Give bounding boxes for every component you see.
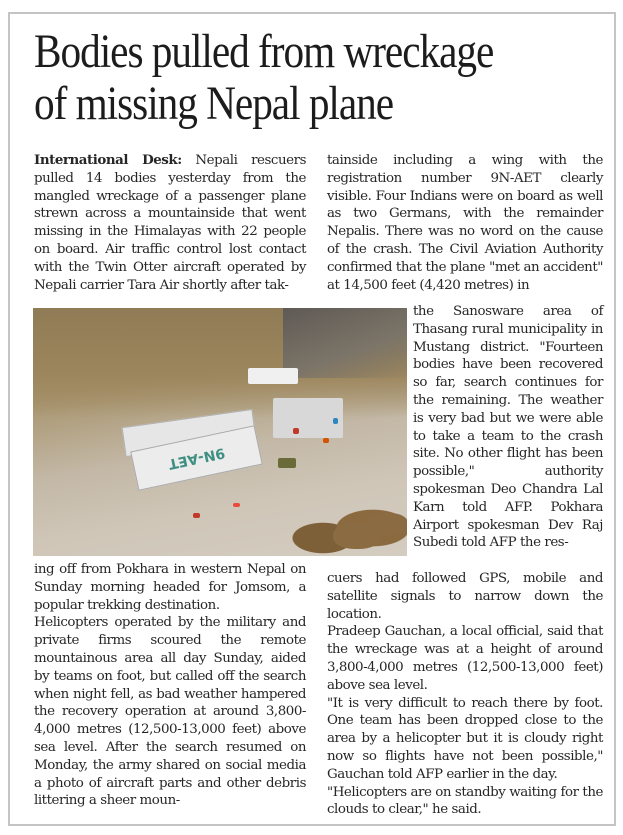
body-text: ing off from Pokhara in western Nepal on Sunday morning headed for Jomsom, a popular trekking destination. — [34, 562, 306, 613]
column-left-bottom — [34, 561, 306, 810]
photo-debris — [293, 428, 299, 434]
photo-debris — [278, 458, 296, 468]
body-text: "Helicopters are on standby waiting for the clouds to clear," he said. — [327, 784, 603, 818]
wreckage-photo — [33, 308, 407, 556]
column-left-top — [34, 152, 306, 294]
body-text: Pradeep Gauchan, a local official, said that the wreckage was at a height of around 3,800-4,000 metres (12,500-13,000 feet) above sea level. — [327, 624, 603, 693]
body-text: "It is very difficult to reach there by foot. One team has been dropped close to the area by a helicopter but it is cloudy right now so flights have not been possible," Gauchan told AFP earlier in the day. — [327, 695, 603, 782]
body-text: Nepali rescuers pulled 14 bodies yesterday from the mangled wreckage of a passenger plane strewn across a mountainside that went missing in the Himalayas with 22 people on board. Air traffic control lost contact with the Twin Otter aircraft operated by Nepali carrier Tara Air shortly after tak- — [34, 153, 306, 293]
photo-debris — [333, 418, 338, 424]
body-text: cuers had followed GPS, mobile and satellite signals to narrow down the location. — [327, 571, 603, 622]
column-right-bottom — [327, 570, 603, 819]
dateline: International Desk: — [34, 152, 182, 168]
photo-debris — [193, 513, 200, 518]
headline-line-2: of missing Nepal plane — [34, 77, 394, 130]
body-text: tainside including a wing with the registration number 9N-AET clearly visible. Four Indians were on board as well as two Germans, with the remainder Nepalis. There was no word on the cause of the crash. The Civil Aviation Authority confirmed that the plane "met an accident" at 14,500 feet (4,420 metres) in — [327, 153, 603, 293]
column-right-wrap — [413, 303, 603, 552]
photo-debris — [323, 438, 329, 443]
photo-debris — [248, 368, 298, 384]
body-text: Helicopters operated by the military and private firms scoured the remote mountainous area all day Sunday, aided by teams on foot, but called off the search when night fell, as bad weather hampered the recovery operation at around 3,800-4,000 metres (12,500-13,000 feet) above sea level. After the search resumed on Monday, the army shared on social media a photo of aircraft parts and other debris littering a sheer moun- — [34, 615, 306, 809]
headline-line-1: Bodies pulled from wreckage — [34, 25, 494, 78]
headline — [34, 26, 516, 130]
body-text: the Sanosware area of Thasang rural municipality in Mustang district. "Fourteen bodies have been recovered so far, search continues for the remaining. The weather is very bad but we were able to take a team to the crash site. No other flight has been possible," authority spokesman Deo Chandra Lal Karn told AFP. Pokhara Airport spokesman Dev Raj Subedi told AFP the res- — [413, 304, 603, 551]
photo-shrub — [368, 513, 407, 535]
photo-rock-face — [283, 308, 407, 378]
column-right-top — [327, 152, 603, 294]
registration-label: 9N-AET — [166, 444, 227, 472]
photo-debris — [233, 503, 240, 507]
